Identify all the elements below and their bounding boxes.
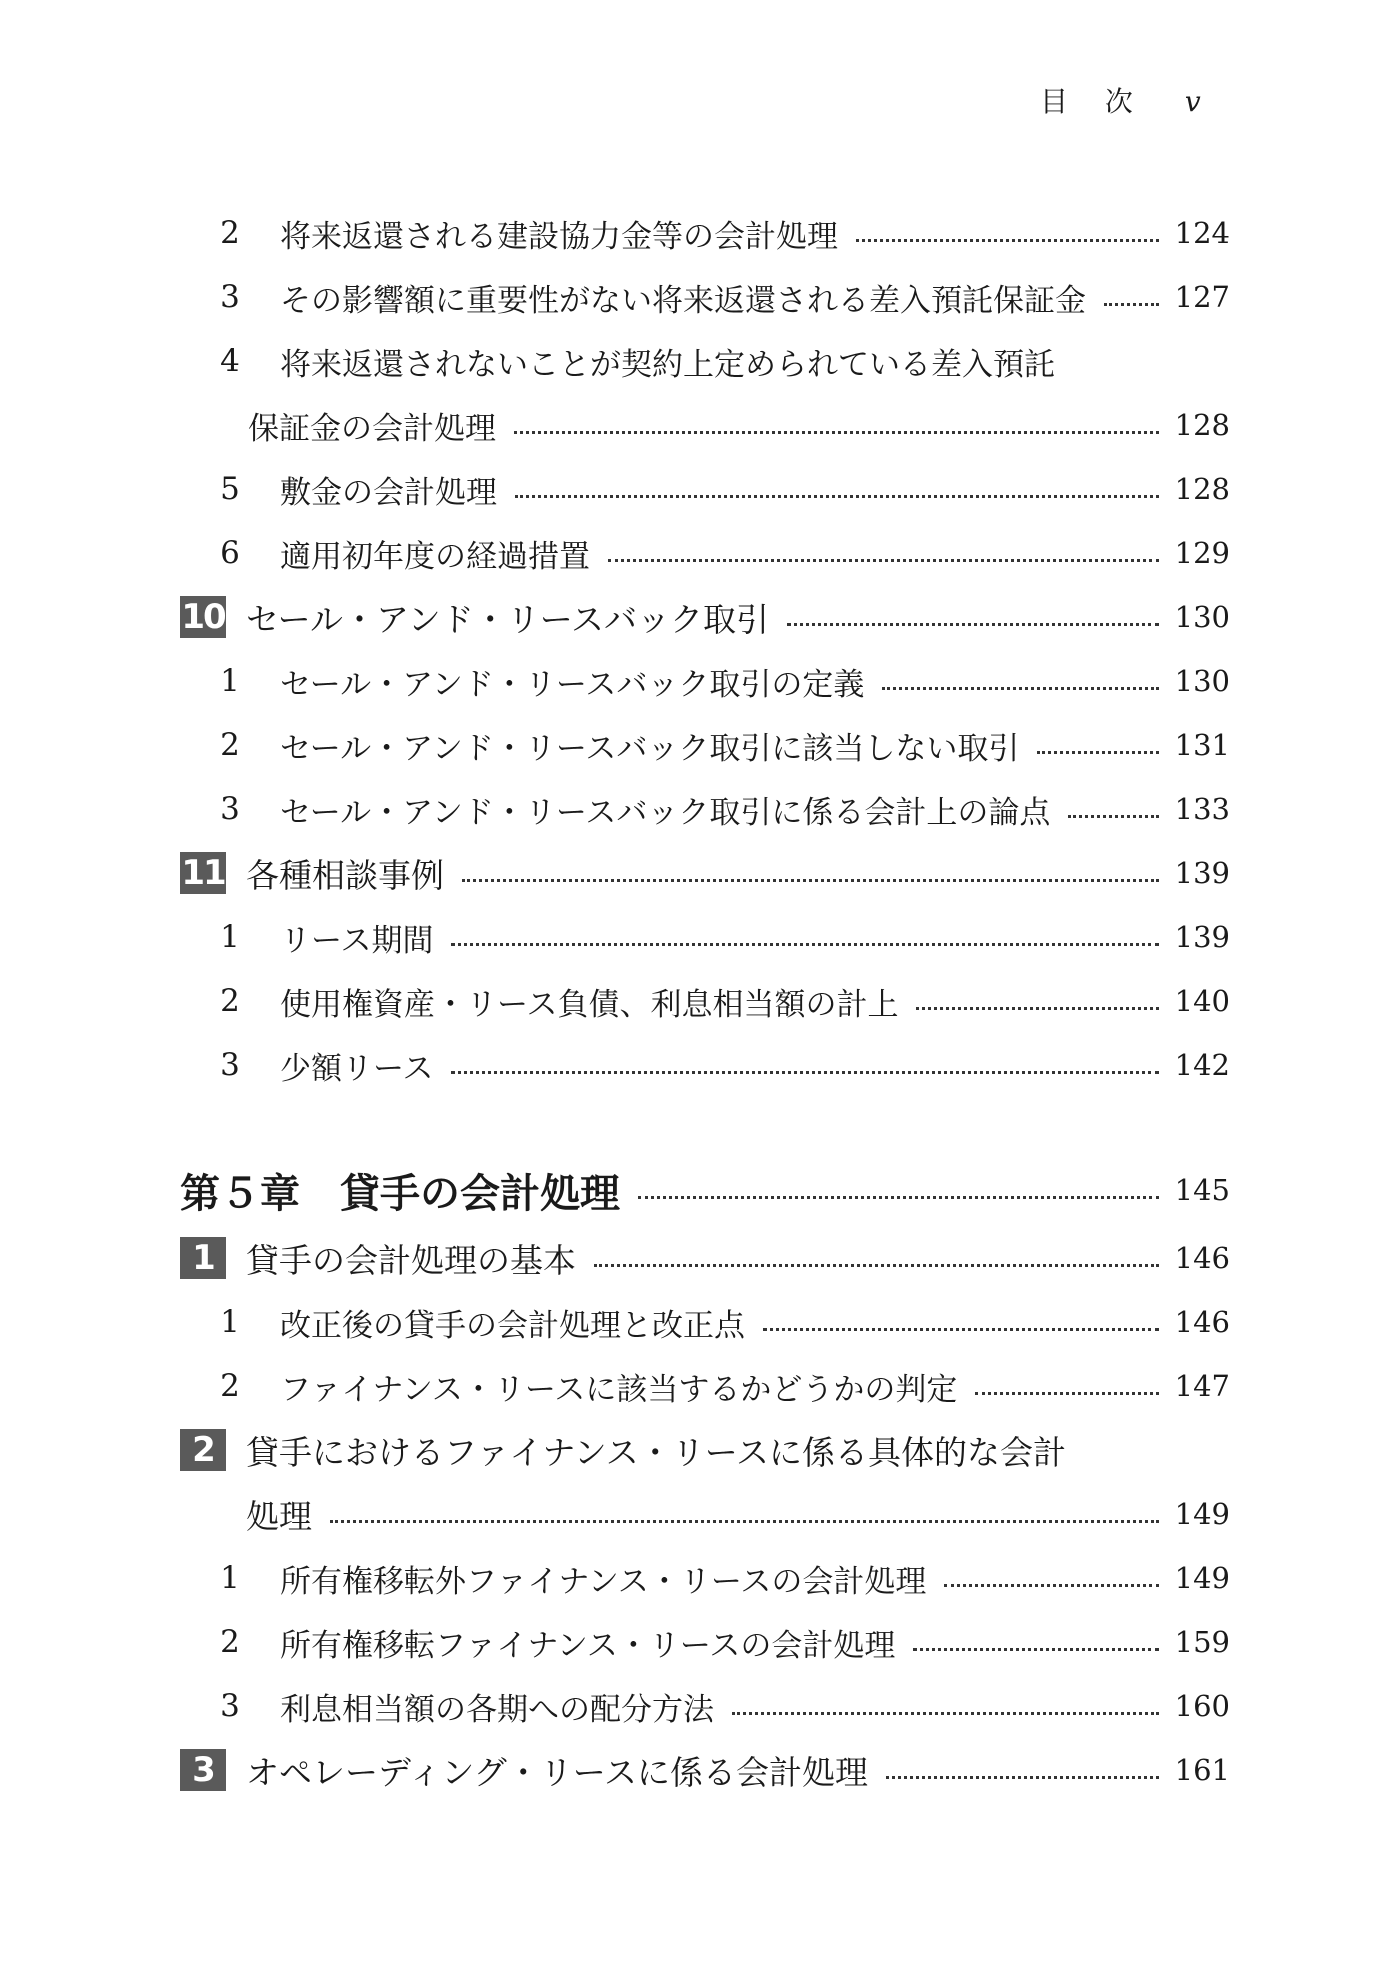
dot-leader [1104, 299, 1159, 306]
entry-title-text: 保証金の会計処理 [248, 403, 510, 448]
page-folio: v [1184, 85, 1201, 118]
section-title [246, 1747, 882, 1794]
toc-entry[interactable] [0, 464, 1400, 514]
entry-title [280, 1556, 940, 1601]
entry-number: 3 [220, 1047, 240, 1083]
entry-title-text: 将来返還される建設協力金等の会計処理 [280, 211, 852, 256]
toc-entry[interactable] [0, 1553, 1400, 1603]
entry-title-text: セール・アンド・リースバック取引 [246, 594, 783, 641]
page-number: 149 [1174, 1561, 1230, 1595]
entry-title-text: 貸手におけるファイナンス・リースに係る具体的な会計 [246, 1427, 1080, 1474]
page-number: 149 [1174, 1497, 1230, 1531]
toc-entry[interactable] [0, 1297, 1400, 1347]
entry-number: 3 [220, 279, 240, 315]
entry-number: 1 [220, 1304, 240, 1340]
dot-leader [732, 1708, 1159, 1715]
entry-title-text: 各種相談事例 [246, 850, 458, 897]
entry-number: 3 [220, 791, 240, 827]
entry-number: 5 [220, 471, 240, 507]
dot-leader [975, 1388, 1158, 1395]
section-number-badge: 3 [180, 1749, 226, 1791]
entry-title [280, 723, 1033, 768]
dot-leader [608, 555, 1159, 562]
toc-entry[interactable] [0, 976, 1400, 1026]
entry-title-text: 少額リース [280, 1043, 447, 1088]
entry-title-text: 第５章 貸手の会計処理 [180, 1162, 634, 1219]
dot-leader [451, 1067, 1158, 1074]
running-header [1040, 80, 1201, 120]
entry-number: 6 [220, 535, 240, 571]
dot-leader [856, 235, 1159, 242]
dot-leader [451, 939, 1158, 946]
entry-number: 1 [220, 919, 240, 955]
entry-title-text: セール・アンド・リースバック取引の定義 [280, 659, 878, 704]
page-number: 131 [1174, 728, 1230, 762]
entry-number: 2 [220, 215, 240, 251]
toc-entry[interactable] [0, 1745, 1400, 1795]
page-number: 124 [1174, 216, 1230, 250]
toc-entry[interactable] [0, 592, 1400, 642]
entry-title [248, 403, 510, 448]
entry-title-text: 適用初年度の経過措置 [280, 531, 604, 576]
page-number: 128 [1174, 472, 1230, 506]
entry-title-text: 所有権移転外ファイナンス・リースの会計処理 [280, 1556, 940, 1601]
section-number-badge: 2 [180, 1429, 226, 1471]
section-title [246, 1491, 326, 1538]
entry-title [280, 275, 1100, 320]
dot-leader [1068, 811, 1158, 818]
entry-title-text: 処理 [246, 1491, 326, 1538]
entry-title [280, 1620, 909, 1665]
page-number: 129 [1174, 536, 1230, 570]
toc-entry[interactable] [0, 1165, 1400, 1215]
header-label: 目 次 [1040, 85, 1147, 118]
section-number-badge: 1 [180, 1237, 226, 1279]
toc-entry[interactable] [0, 1233, 1400, 1283]
entry-title [280, 1364, 971, 1409]
page-number: 145 [1174, 1173, 1230, 1207]
page-number: 146 [1174, 1305, 1230, 1339]
entry-title-text: 所有権移転ファイナンス・リースの会計処理 [280, 1620, 909, 1665]
section-title [246, 1235, 590, 1282]
page-number: 139 [1174, 920, 1230, 954]
dot-leader [594, 1260, 1159, 1267]
entry-title-text: オペレーディング・リースに係る会計処理 [246, 1747, 882, 1794]
toc-entry[interactable] [0, 1425, 1400, 1475]
page-number: 133 [1174, 792, 1230, 826]
dot-leader [787, 619, 1159, 626]
toc-entry[interactable] [0, 912, 1400, 962]
entry-title-text: リース期間 [280, 915, 447, 960]
page-number: 159 [1174, 1625, 1230, 1659]
entry-title-text: ファイナンス・リースに該当するかどうかの判定 [280, 1364, 971, 1409]
entry-title [280, 1300, 759, 1345]
dot-leader [330, 1516, 1159, 1523]
entry-title [280, 467, 511, 512]
dot-leader [882, 683, 1158, 690]
toc-entry[interactable] [0, 656, 1400, 706]
entry-number: 2 [220, 983, 240, 1019]
entry-title-text: 貸手の会計処理の基本 [246, 1235, 590, 1282]
page-number: 161 [1174, 1753, 1230, 1787]
entry-number: 1 [220, 663, 240, 699]
chapter-title [180, 1162, 634, 1219]
page-number: 147 [1174, 1369, 1230, 1403]
entry-title [280, 1043, 447, 1088]
entry-title [280, 915, 447, 960]
dot-leader [638, 1192, 1159, 1199]
page-number: 128 [1174, 408, 1230, 442]
entry-title-text: セール・アンド・リースバック取引に係る会計上の論点 [280, 787, 1064, 832]
entry-title [280, 1684, 728, 1729]
dot-leader [1037, 747, 1158, 754]
toc-entry[interactable] [0, 528, 1400, 578]
entry-title [280, 787, 1064, 832]
toc-entry[interactable] [0, 1361, 1400, 1411]
entry-title [280, 339, 1069, 384]
toc-entry[interactable] [0, 208, 1400, 258]
toc-entry[interactable] [0, 272, 1400, 322]
entry-title-text: 敷金の会計処理 [280, 467, 511, 512]
dot-leader [514, 427, 1159, 434]
entry-title [280, 659, 878, 704]
entry-title [280, 531, 604, 576]
entry-number: 4 [220, 343, 240, 379]
dot-leader [913, 1644, 1158, 1651]
section-number-badge: 11 [181, 853, 225, 893]
entry-title-text: 使用権資産・リース負債、利息相当額の計上 [280, 979, 912, 1024]
toc-entry[interactable] [0, 400, 1400, 450]
entry-title-text: 改正後の貸手の会計処理と改正点 [280, 1300, 759, 1345]
entry-title-text: セール・アンド・リースバック取引に該当しない取引 [280, 723, 1033, 768]
entry-title-text: 利息相当額の各期への配分方法 [280, 1684, 728, 1729]
dot-leader [515, 491, 1159, 498]
entry-title-text: その影響額に重要性がない将来返還される差入預託保証金 [280, 275, 1100, 320]
toc-entry[interactable] [0, 1040, 1400, 1090]
toc-entry[interactable] [0, 1681, 1400, 1731]
entry-title-text: 将来返還されないことが契約上定められている差入預託 [280, 339, 1069, 384]
toc-entry[interactable] [0, 1489, 1400, 1539]
entry-number: 1 [220, 1560, 240, 1596]
toc-entry[interactable] [0, 720, 1400, 770]
entry-title [280, 979, 912, 1024]
page-number: 142 [1174, 1048, 1230, 1082]
entry-number: 3 [220, 1688, 240, 1724]
dot-leader [763, 1324, 1159, 1331]
page-number: 140 [1174, 984, 1230, 1018]
page-number: 130 [1174, 664, 1230, 698]
section-title [246, 594, 783, 641]
section-number-badge: 10 [181, 597, 225, 637]
entry-number: 2 [220, 727, 240, 763]
section-title [246, 850, 458, 897]
entry-title [280, 211, 852, 256]
toc-entry[interactable] [0, 336, 1400, 386]
toc-entry[interactable] [0, 848, 1400, 898]
page-number: 139 [1174, 856, 1230, 890]
page-number: 160 [1174, 1689, 1230, 1723]
section-title [246, 1427, 1080, 1474]
dot-leader [886, 1772, 1159, 1779]
entry-number: 2 [220, 1368, 240, 1404]
toc-entry[interactable] [0, 1617, 1400, 1667]
dot-leader [462, 875, 1159, 882]
page-number: 127 [1174, 280, 1230, 314]
dot-leader [944, 1580, 1158, 1587]
entry-number: 2 [220, 1624, 240, 1660]
page-number: 146 [1174, 1241, 1230, 1275]
dot-leader [916, 1003, 1158, 1010]
page-number: 130 [1174, 600, 1230, 634]
toc-entry[interactable] [0, 784, 1400, 834]
